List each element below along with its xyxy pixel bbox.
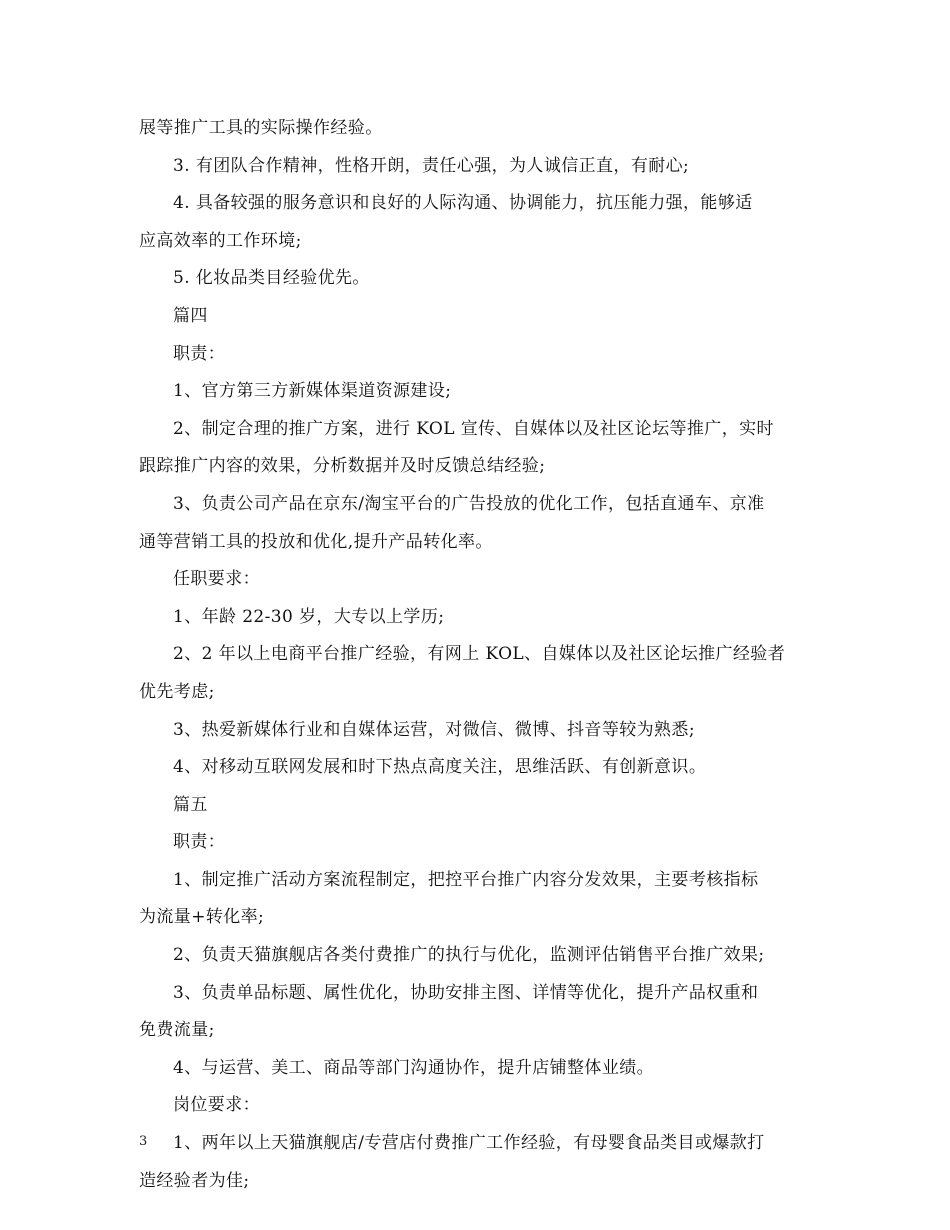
text-line: 岗位要求： [173,1095,260,1116]
text-line: 职责： [173,832,226,853]
text-line: 造经验者为佳; [139,1170,250,1191]
text-line: 为流量+转化率; [139,907,265,928]
page-number: 3 [139,1134,148,1149]
text-line: 职责： [173,343,226,364]
text-line: 4. 具备较强的服务意识和良好的人际沟通、协调能力，抗压能力强，能够适 [173,193,753,214]
text-line: 展等推广工具的实际操作经验。 [139,118,383,138]
text-line: 篇五 [173,794,208,815]
text-line: 篇四 [173,305,208,326]
text-line: 4、对移动互联网发展和时下热点高度关注，思维活跃、有创新意识。 [173,757,707,778]
text-line: 优先考虑; [139,681,215,702]
text-line: 3、热爱新媒体行业和自媒体运营，对微信、微博、抖音等较为熟悉; [173,719,695,740]
text-line: 2、2 年以上电商平台推广经验，有网上 KOL、自媒体以及社区论坛推广经验者 [173,644,786,665]
text-line: 1、制定推广活动方案流程制定，把控平台推广内容分发效果，主要考核指标 [173,869,759,890]
text-line: 1、官方第三方新媒体渠道资源建设; [173,381,452,402]
text-line: 1、两年以上天猫旗舰店/专营店付费推广工作经验，有母婴食品类目或爆款打 [173,1133,765,1154]
text-line: 3. 有团队合作精神，性格开朗，责任心强，为人诚信正直，有耐心; [173,155,690,176]
document-body [139,110,819,1200]
text-line: 5. 化妆品类目经验优先。 [173,268,370,289]
text-line: 任职要求： [173,569,260,590]
text-line: 3、负责单品标题、属性优化，协助安排主图、详情等优化，提升产品权重和 [173,982,759,1003]
text-line: 4、与运营、美工、商品等部门沟通协作，提升店铺整体业绩。 [173,1057,655,1078]
text-line: 2、负责天猫旗舰店各类付费推广的执行与优化，监测评估销售平台推广效果; [173,945,765,966]
text-line: 跟踪推广内容的效果，分析数据并及时反馈总结经验; [139,456,546,477]
text-line: 通等营销工具的投放和优化,提升产品转化率。 [139,531,493,552]
text-line: 1、年龄 22-30 岁，大专以上学历; [173,606,445,627]
text-line: 免费流量; [139,1020,215,1041]
text-line: 应高效率的工作环境; [139,230,302,251]
text-line: 2、制定合理的推广方案，进行 KOL 宣传、自媒体以及社区论坛等推广，实时 [173,418,774,439]
text-line: 3、负责公司产品在京东/淘宝平台的广告投放的优化工作，包括直通车、京准 [173,493,765,514]
